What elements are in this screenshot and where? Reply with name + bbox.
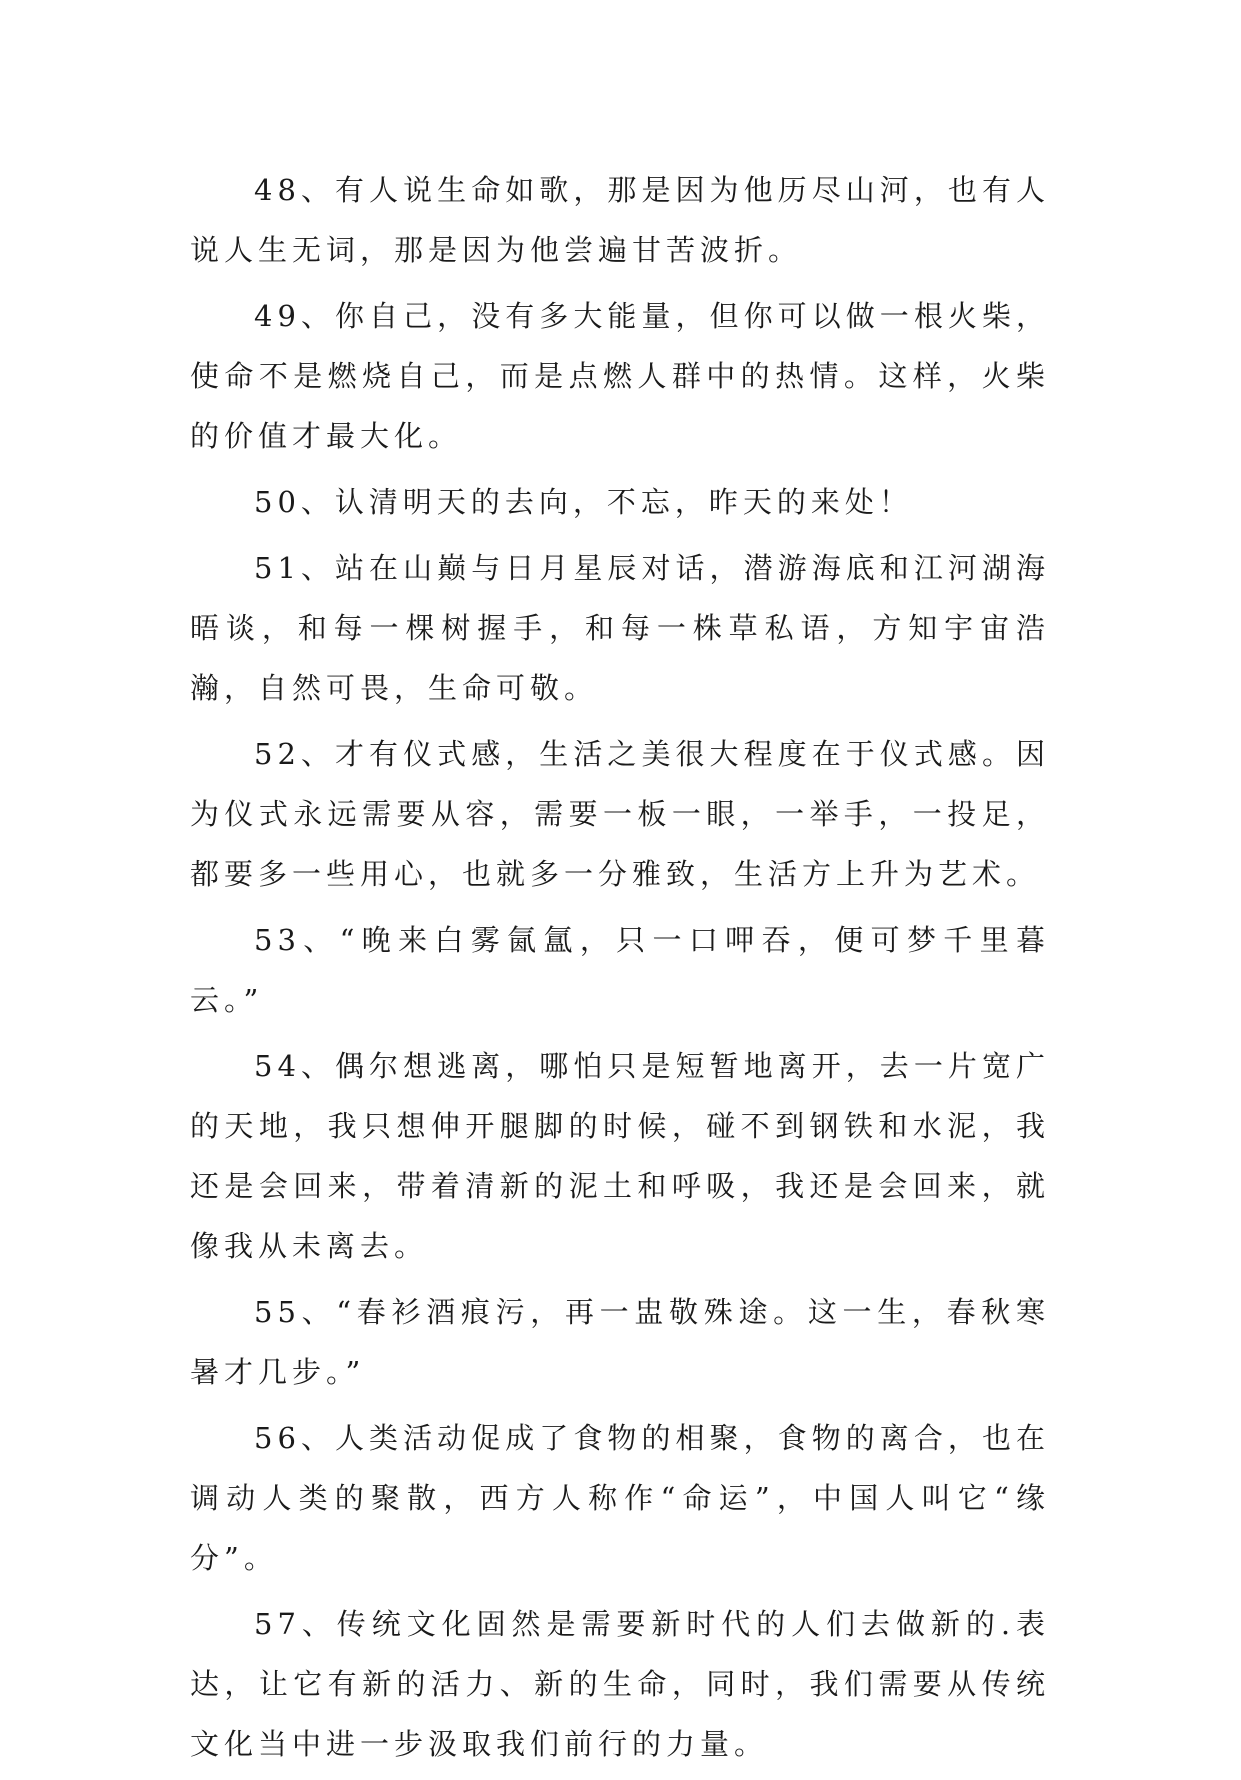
- paragraph-55: 55、“春衫酒痕污，再一盅敬殊途。这一生，春秋寒暑才几步。”: [190, 1295, 1050, 1389]
- paragraph-52: 52、才有仪式感，生活之美很大程度在于仪式感。因为仪式永远需要从容，需要一板一眼，一举手，一投足，都要多一些用心，也就多一分雅致，生活方上升为艺术。: [190, 737, 1050, 891]
- paragraph-49: 49、你自己，没有多大能量，但你可以做一根火柴，使命不是燃烧自己，而是点燃人群中的热情。这样，火柴的价值才最大化。: [190, 299, 1050, 453]
- paragraph-48: 48、有人说生命如歌，那是因为他历尽山河，也有人说人生无词，那是因为他尝遍甘苦波折。: [190, 173, 1050, 267]
- paragraph-51: 51、站在山巅与日月星辰对话，潜游海底和江河湖海晤谈，和每一棵树握手，和每一株草私语，方知宇宙浩瀚，自然可畏，生命可敬。: [190, 551, 1050, 705]
- paragraph-53: 53、“晚来白雾氤氲，只一口呷吞，便可梦千里暮云。”: [190, 923, 1050, 1017]
- paragraph-54: 54、偶尔想逃离，哪怕只是短暂地离开，去一片宽广的天地，我只想伸开腿脚的时候，碰不到钢铁和水泥，我还是会回来，带着清新的泥土和呼吸，我还是会回来，就像我从未离去。: [190, 1049, 1050, 1263]
- paragraph-56: 56、人类活动促成了食物的相聚，食物的离合，也在调动人类的聚散，西方人称作“命运”，中国人叫它“缘分”。: [190, 1421, 1050, 1575]
- paragraph-57: 57、传统文化固然是需要新时代的人们去做新的.表达，让它有新的活力、新的生命，同时，我们需要从传统文化当中进一步汲取我们前行的力量。: [190, 1607, 1050, 1761]
- paragraph-50: 50、认清明天的去向，不忘，昨天的来处！: [254, 485, 913, 519]
- document-body: [190, 160, 1050, 1780]
